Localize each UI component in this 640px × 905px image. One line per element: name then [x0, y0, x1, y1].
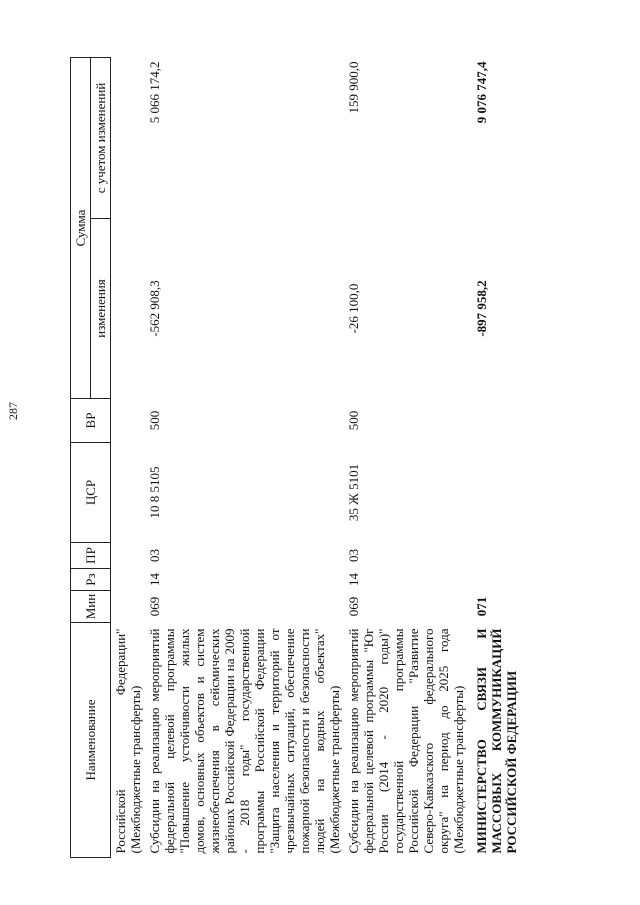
page-number: 287: [6, 402, 20, 420]
row-csr: [468, 443, 521, 543]
row-vr: 500: [147, 410, 162, 431]
header-change: изменения: [91, 219, 111, 399]
header-csr: ЦСР: [71, 443, 111, 543]
row-total: 5 066 174,2: [147, 61, 162, 124]
rotated-table-container: [70, 58, 570, 858]
row-change: -26 100,0: [346, 283, 361, 334]
budget-table: [70, 57, 521, 858]
row-total: [111, 58, 146, 219]
header-pr: ПР: [71, 543, 111, 569]
row-pr: [468, 543, 521, 569]
header-vr: ВР: [71, 399, 111, 443]
table-row: [111, 58, 146, 858]
row-change: -562 908,3: [147, 280, 162, 337]
table-row: [344, 58, 468, 858]
row-rz: 14: [147, 573, 162, 586]
row-vr: [468, 399, 521, 443]
header-with-change: с учетом изменений: [91, 58, 111, 219]
row-rz: [111, 569, 146, 591]
table-row: [145, 58, 344, 858]
header-min: Мин: [71, 591, 111, 623]
row-csr: [111, 443, 146, 543]
row-rz: 14: [346, 573, 361, 586]
row-csr: 35 Ж 5101: [346, 463, 361, 522]
row-total: 9 076 747,4: [474, 61, 489, 124]
row-name: МИНИСТЕРСТВО СВЯЗИ И МАССОВЫХ КОММУНИКАЦИЙ РОССИЙСКОЙ ФЕДЕРАЦИИ: [474, 628, 519, 854]
row-change: -897 958,2: [474, 280, 489, 337]
row-vr: [111, 399, 146, 443]
row-name: Субсидии на реализацию мероприятий федеральной целевой программы "Юг России (2014 - 2020 годы)" государственной программы Российской Федерации "Развитие Северо-Кавказского федерального округа" на период до 2025 года (Межбюджетные трансферты): [346, 628, 466, 854]
row-min: 071: [474, 596, 489, 617]
row-rz: [468, 569, 521, 591]
row-total: 159 900,0: [346, 61, 361, 114]
table-row-ministry: [468, 58, 521, 858]
row-min: 069: [346, 596, 361, 617]
header-rz: Рз: [71, 569, 111, 591]
row-name: Субсидии на реализацию мероприятий федеральной целевой программы "Повышение устойчивости жилых домов, основных объектов и систем жизнеобеспечения в сейсмических районах Российской Федерации на 2009 - 2018 годы" государственной программы Российской Федерации "Защита населения и территорий от чрезвычайных ситуаций, обеспечение пожарной безопасности и безопасности людей на водных объектах" (Межбюджетные трансферты): [147, 628, 342, 854]
header-sum: Сумма: [71, 58, 91, 399]
row-pr: [111, 543, 146, 569]
row-pr: 03: [147, 549, 162, 562]
header-name: Наименование: [71, 623, 111, 858]
header-row-1: [71, 58, 91, 858]
row-name: Российской Федерации" (Межбюджетные трансферты): [113, 628, 143, 854]
row-min: [111, 591, 146, 623]
row-vr: 500: [346, 410, 361, 431]
row-change: [111, 219, 146, 399]
row-min: 069: [147, 596, 162, 617]
row-pr: 03: [346, 549, 361, 562]
row-csr: 10 8 5105: [147, 466, 162, 519]
